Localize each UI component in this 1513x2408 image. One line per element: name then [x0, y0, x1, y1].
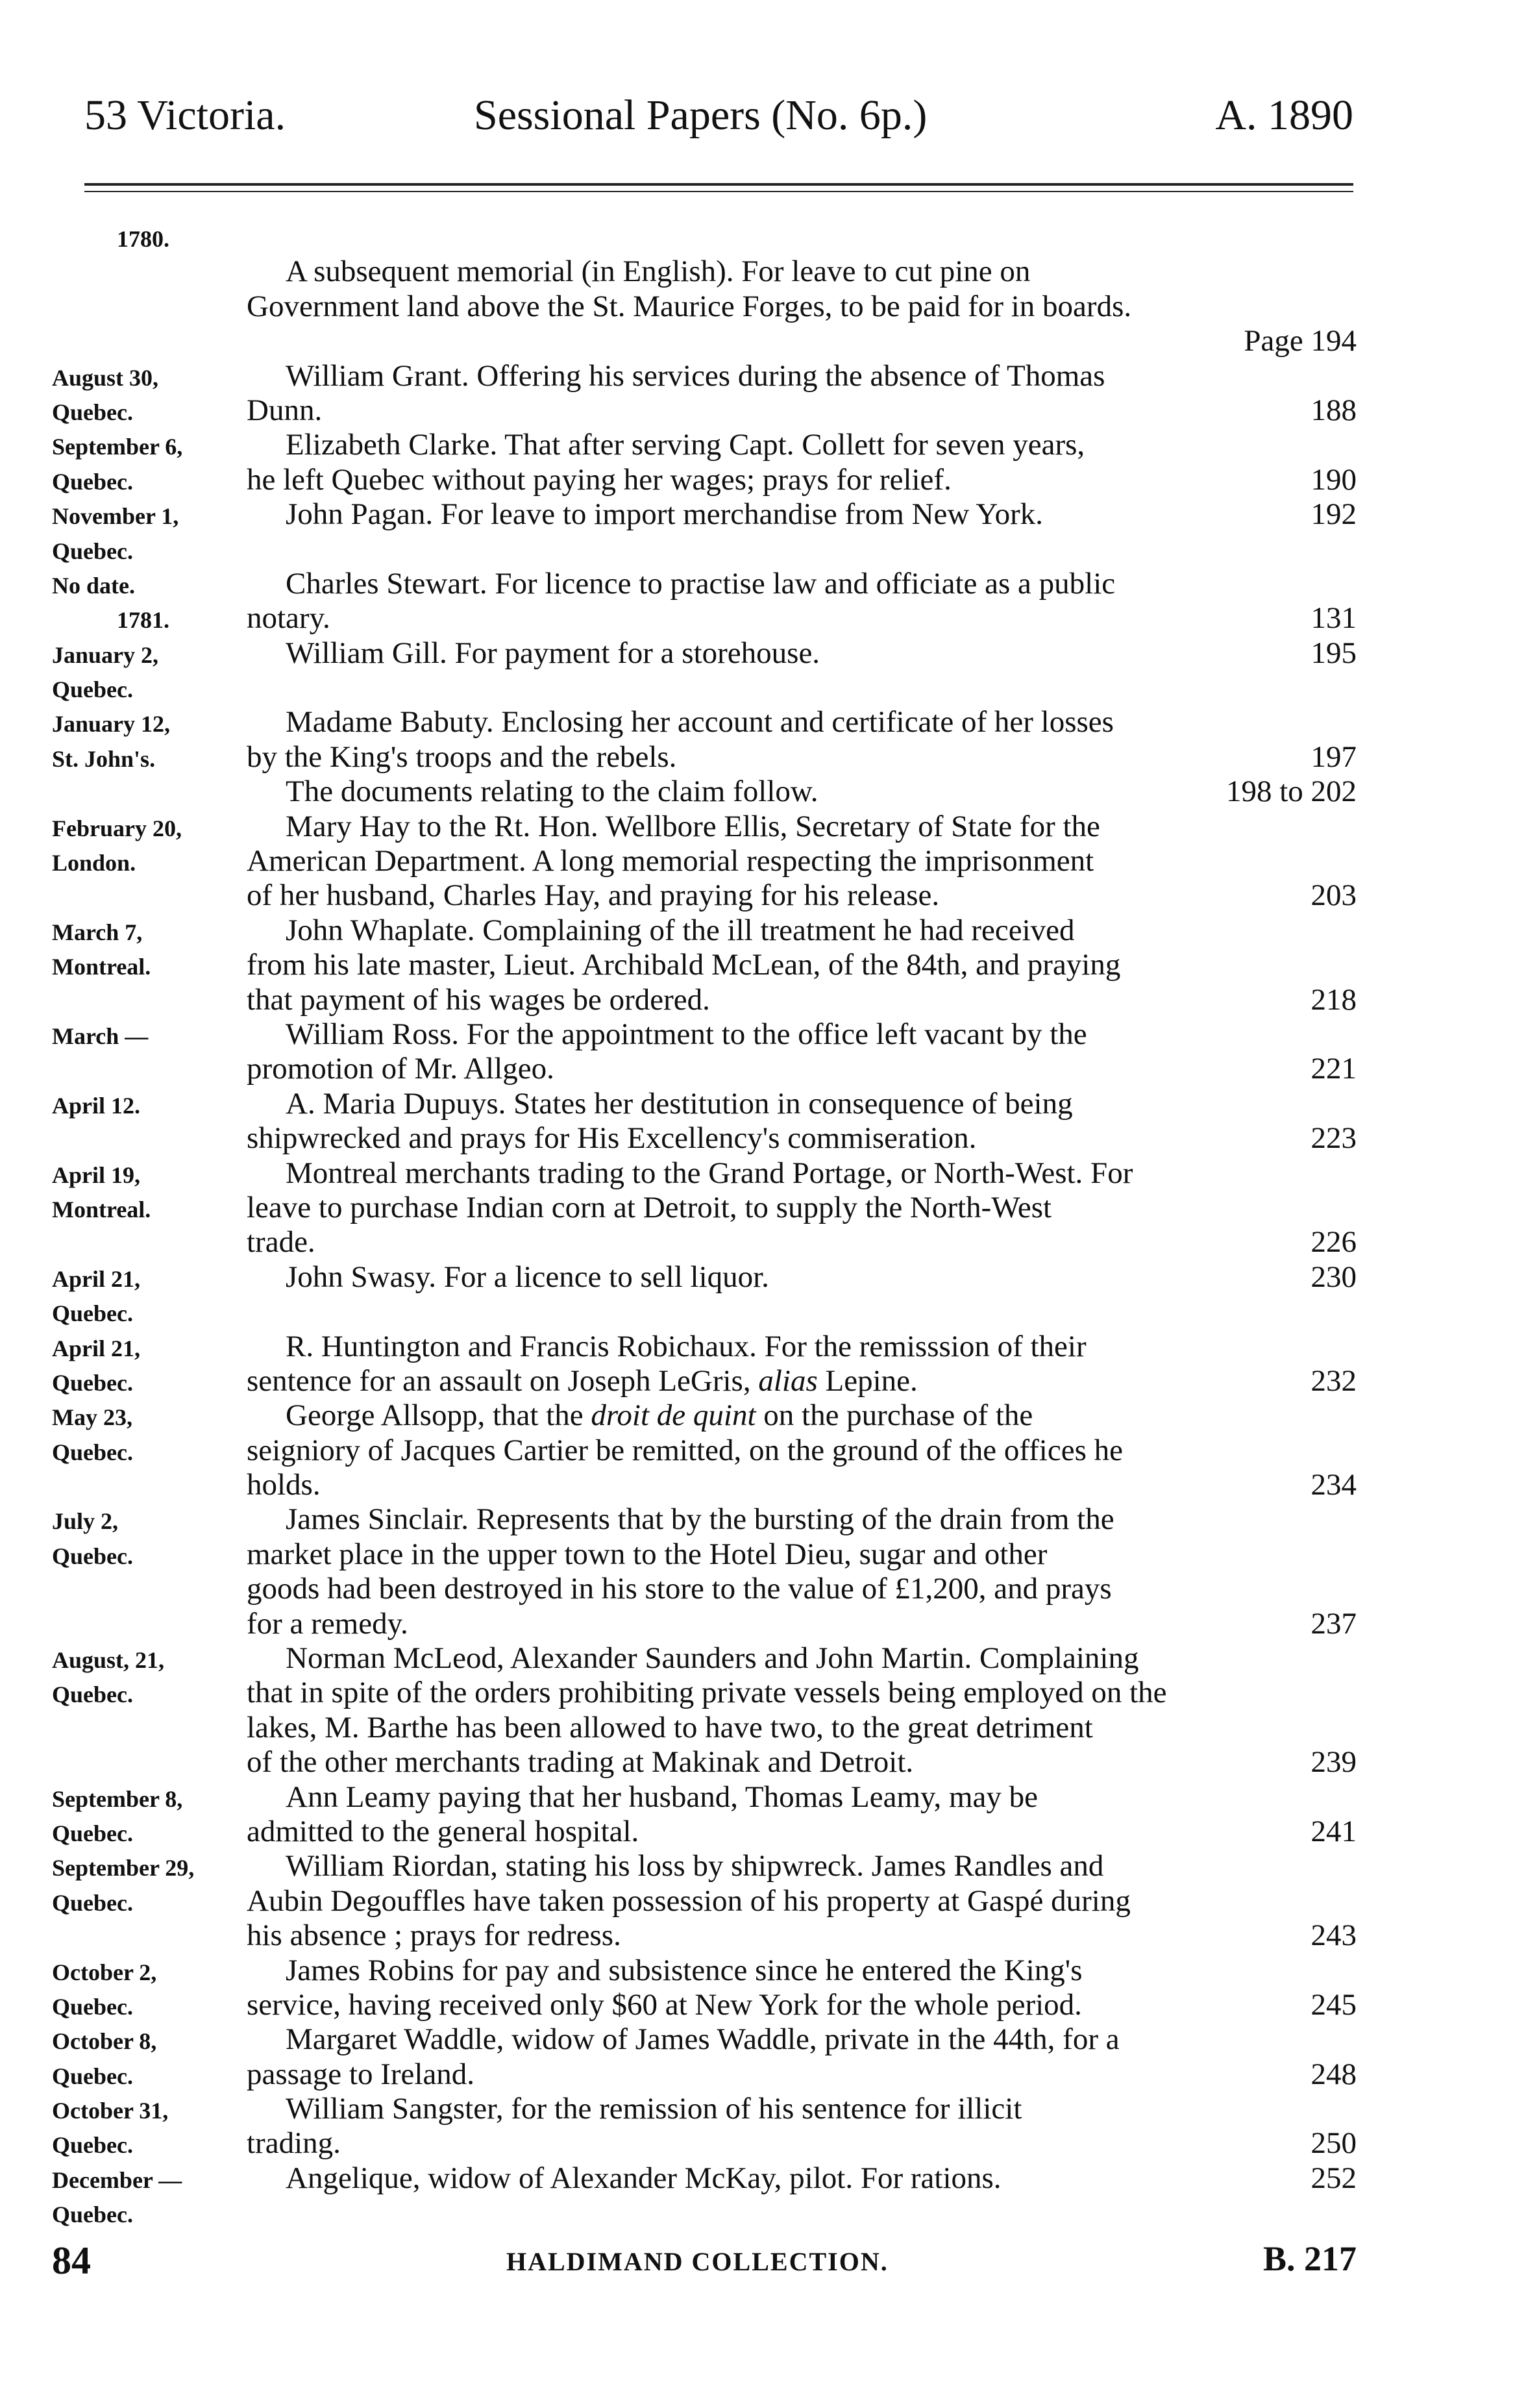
entry-date: Quebec. [52, 1820, 133, 1846]
entry-date: November 1, [52, 503, 179, 530]
entry-line [52, 1571, 1357, 1606]
entry-line [52, 1190, 1357, 1224]
entry-text-content: George Allsopp, that the droit de quint on the purchase of the [286, 1398, 1033, 1433]
entry-text-content: Angelique, widow of Alexander McKay, pilot. For rations. [286, 2161, 1002, 2195]
entry-date: Quebec. [52, 399, 133, 425]
entry-page-number: 203 [1310, 878, 1357, 913]
entry-text-content: he left Quebec without paying her wages; prays for relief. [247, 462, 952, 497]
entry-text [247, 1780, 1357, 1815]
entry-text [247, 739, 1357, 775]
entry-line [52, 1883, 1357, 1918]
entry-text-content: Madame Babuty. Enclosing her account and certificate of her losses [286, 705, 1114, 739]
entry-line [52, 1953, 1357, 1987]
entry-text-content: John Swasy. For a licence to sell liquor. [286, 1260, 769, 1294]
entry-line [52, 497, 1357, 531]
entry-date: August 30, [52, 364, 159, 391]
entry-line [52, 774, 1357, 808]
entry-text [247, 2126, 1357, 2161]
entry-line [52, 2057, 1357, 2091]
entry-date: Quebec. [52, 1543, 133, 1569]
entry-line [52, 393, 1357, 427]
entry-line [52, 1260, 1357, 1294]
entry-text-content: Ann Leamy paying that her husband, Thomas Leamy, may be [286, 1780, 1039, 1814]
entry-date: Quebec. [52, 1300, 133, 1327]
entry-date: April 21, [52, 1335, 141, 1361]
entry-text [247, 254, 1357, 289]
entry-text-content: notary. [247, 601, 330, 636]
entry-text [247, 1710, 1357, 1745]
entry-date: January 12, [52, 711, 171, 738]
entry-date: January 2, [52, 641, 159, 668]
page-footer [52, 2239, 1357, 2290]
entry-text [247, 393, 1357, 428]
entry-line [52, 566, 1357, 601]
entry-text-content: admitted to the general hospital. [247, 1814, 639, 1848]
entry-text [247, 1953, 1357, 1988]
entry-page-number: 245 [1310, 1987, 1357, 2022]
entry-text [247, 1606, 1357, 1641]
entry-text-content: Margaret Waddle, widow of James Waddle, private in the 44th, for a [286, 2022, 1120, 2057]
entry-line [52, 2195, 1357, 2229]
entry-date: March 7, [52, 919, 143, 945]
entry-line [52, 636, 1357, 670]
entry-line [52, 219, 1357, 254]
entry-page-number: 239 [1310, 1745, 1357, 1780]
entry-line [52, 1051, 1357, 1086]
entry-text [247, 1156, 1357, 1191]
entry-date: London. [52, 850, 136, 876]
entry-text [247, 1433, 1357, 1468]
entry-text [247, 1502, 1357, 1537]
entry-line [52, 1606, 1357, 1641]
entry-text [247, 982, 1357, 1017]
entry-date: February 20, [52, 815, 182, 841]
entry-page-number: Page 194 [1244, 324, 1357, 358]
entry-line [52, 809, 1357, 843]
entry-date: Montreal. [52, 954, 151, 980]
entry-date: October 31, [52, 2098, 169, 2124]
entry-line [52, 1224, 1357, 1259]
entry-line [52, 1398, 1357, 1432]
entry-text [247, 704, 1357, 739]
header-rule [84, 183, 1353, 186]
entry-text-content: William Gill. For payment for a storehouse. [286, 636, 820, 670]
entry-text-content: service, having received only $60 at New York for the whole period. [247, 1987, 1082, 2022]
footer-page-number: 84 [52, 2239, 91, 2282]
entry-line [52, 982, 1357, 1017]
entry-line [52, 1433, 1357, 1467]
entry-page-number: 226 [1310, 1225, 1357, 1260]
entry-line [52, 1017, 1357, 1051]
entry-line [52, 1121, 1357, 1155]
entry-text-content: sentence for an assault on Joseph LeGris, alias Lepine. [247, 1363, 918, 1398]
entry-line [52, 1710, 1357, 1744]
entry-text [247, 636, 1357, 671]
entry-text [247, 2057, 1357, 2092]
entry-text [247, 670, 1357, 705]
entry-page-number: 188 [1310, 393, 1357, 427]
entry-page-number: 218 [1310, 982, 1357, 1017]
entry-line [52, 704, 1357, 739]
entry-page-number: 234 [1310, 1468, 1357, 1502]
entry-text-content: Aubin Degouffles have taken possession of his property at Gaspé during [247, 1883, 1131, 1918]
entry-text [247, 1398, 1357, 1433]
entry-date: Quebec. [52, 1889, 133, 1916]
entry-text-content: William Sangster, for the remission of his sentence for illicit [286, 2092, 1022, 2126]
entry-line [52, 843, 1357, 878]
entry-text-content: William Grant. Offering his services during the absence of Thomas [286, 358, 1105, 393]
entry-text-content: Dunn. [247, 393, 323, 427]
entry-text-content: seigniory of Jacques Cartier be remitted, on the ground of the offices he [247, 1433, 1123, 1467]
entry-text [247, 2022, 1357, 2057]
entry-date: Quebec. [52, 1682, 133, 1708]
entry-text [247, 1017, 1357, 1052]
entry-text-content: market place in the upper town to the Hotel Dieu, sugar and other [247, 1537, 1048, 1571]
entry-text [247, 1086, 1357, 1121]
entry-text-content: by the King's troops and the rebels. [247, 739, 677, 774]
entry-line [52, 1987, 1357, 2022]
entry-text [247, 1883, 1357, 1918]
entry-text-content: trading. [247, 2126, 341, 2161]
entry-line [52, 2022, 1357, 2056]
entry-text-content: William Ross. For the appointment to the office left vacant by the [286, 1017, 1087, 1051]
entry-text-content: passage to Ireland. [247, 2057, 475, 2091]
entry-text-content: Elizabeth Clarke. That after serving Capt. Collett for seven years, [286, 428, 1085, 462]
entry-text [247, 1363, 1357, 1398]
entry-line [52, 1537, 1357, 1571]
entry-text-content: James Sinclair. Represents that by the bursting of the drain from the [286, 1502, 1114, 1537]
entry-page-number: 248 [1310, 2057, 1357, 2091]
entry-text [247, 2161, 1357, 2196]
entry-text-content: Norman McLeod, Alexander Saunders and John Martin. Complaining [286, 1641, 1139, 1676]
entry-text [247, 1641, 1357, 1676]
entry-text [247, 809, 1357, 844]
entry-text [247, 1537, 1357, 1572]
entry-line [52, 254, 1357, 288]
entry-text-content: from his late master, Lieut. Archibald McLean, of the 84th, and praying [247, 948, 1121, 982]
entry-text [247, 219, 1357, 254]
entry-text-content: James Robins for pay and subsistence since he entered the King's [286, 1953, 1083, 1987]
entry-text-content: John Pagan. For leave to import merchandise from New York. [286, 497, 1043, 532]
entry-line [52, 1918, 1357, 1952]
entry-text [247, 532, 1357, 567]
entry-page-number: 250 [1310, 2126, 1357, 2161]
entry-line [52, 670, 1357, 704]
entry-text-content: John Whaplate. Complaining of the ill treatment he had received [286, 913, 1075, 947]
entry-text-content: Charles Stewart. For licence to practise law and officiate as a public [286, 566, 1116, 601]
entry-date: St. John's. [52, 745, 156, 772]
entry-text-content: of the other merchants trading at Makinak and Detroit. [247, 1745, 914, 1780]
entry-date: Quebec. [52, 2202, 133, 2228]
entry-date: Montreal. [52, 1196, 151, 1223]
entry-text [247, 1675, 1357, 1710]
entry-date: September 8, [52, 1785, 183, 1812]
entry-date: Quebec. [52, 676, 133, 703]
entry-text [247, 1051, 1357, 1086]
entry-text-content: trade. [247, 1225, 315, 1260]
entry-text [247, 462, 1357, 497]
entry-page-number: 232 [1310, 1363, 1357, 1398]
entry-date: March — [52, 1023, 149, 1049]
entry-line [52, 739, 1357, 774]
entry-text [247, 1814, 1357, 1849]
entry-page-number: 243 [1310, 1918, 1357, 1953]
entry-line [52, 1744, 1357, 1779]
entry-date: October 8, [52, 2028, 157, 2055]
entry-line [52, 323, 1357, 358]
entry-date: Quebec. [52, 538, 133, 564]
entry-line [52, 947, 1357, 982]
entry-date: October 2, [52, 1959, 157, 1985]
entry-line [52, 1363, 1357, 1398]
entry-line [52, 1641, 1357, 1675]
entry-page-number: 241 [1310, 1814, 1357, 1848]
entry-line [52, 358, 1357, 393]
entry-text [247, 1329, 1357, 1364]
entry-line [52, 601, 1357, 635]
entry-line [52, 1294, 1357, 1328]
entry-text [247, 1467, 1357, 1502]
entry-text [247, 601, 1357, 636]
entry-page-number: 131 [1310, 601, 1357, 636]
entry-text [247, 774, 1357, 809]
header-rule-thin [84, 191, 1353, 192]
entry-date: September 29, [52, 1855, 195, 1881]
entry-line [52, 2126, 1357, 2160]
entry-date: Quebec. [52, 1369, 133, 1396]
entry-date: July 2, [52, 1508, 119, 1535]
entry-text-content: Mary Hay to the Rt. Hon. Wellbore Ellis, Secretary of State for the [286, 809, 1100, 843]
entry-text [247, 947, 1357, 982]
entry-page-number: 237 [1310, 1606, 1357, 1641]
entry-date: Quebec. [52, 468, 133, 495]
entry-text [247, 2091, 1357, 2126]
entry-line [52, 427, 1357, 462]
entry-date: August, 21, [52, 1647, 165, 1674]
entry-page-number: 195 [1310, 636, 1357, 670]
entry-text [247, 1260, 1357, 1295]
entry-line [52, 878, 1357, 912]
entry-page-number: 192 [1310, 497, 1357, 532]
entry-text-content: leave to purchase Indian corn at Detroit, to supply the North-West [247, 1190, 1052, 1224]
entry-line [52, 289, 1357, 323]
entry-line [52, 1814, 1357, 1848]
header-year: A. 1890 [1215, 92, 1353, 139]
entry-text-content: that in spite of the orders prohibiting private vessels being employed on the [247, 1676, 1167, 1710]
entry-text-content: his absence ; prays for redress. [247, 1918, 621, 1953]
entry-line [52, 2161, 1357, 2195]
entry-line [52, 1156, 1357, 1190]
calendar-entries [52, 219, 1357, 2228]
entry-text-content: William Riordan, stating his loss by shipwreck. James Randles and [286, 1849, 1104, 1883]
entry-page-number: 223 [1310, 1121, 1357, 1156]
running-head [84, 91, 1353, 143]
entry-page-number: 252 [1310, 2161, 1357, 2195]
entry-page-number: 221 [1310, 1052, 1357, 1086]
entry-date: May 23, [52, 1404, 132, 1431]
entry-date: April 21, [52, 1265, 141, 1292]
entry-text [247, 843, 1357, 878]
footer-reference: B. 217 [1262, 2239, 1357, 2278]
entry-line [52, 1086, 1357, 1121]
entry-text [247, 1121, 1357, 1156]
entry-line [52, 1780, 1357, 1814]
entry-text [247, 1848, 1357, 1883]
entry-date: No date. [52, 572, 135, 599]
entry-text [247, 497, 1357, 532]
entry-text-content: Government land above the St. Maurice Forges, to be paid for in boards. [247, 289, 1132, 323]
entry-line [52, 1848, 1357, 1883]
entry-text-content: Montreal merchants trading to the Grand Portage, or North-West. For [286, 1156, 1133, 1190]
header-volume: 53 Victoria. [84, 92, 286, 139]
entry-text [247, 1294, 1357, 1329]
entry-text-content: of her husband, Charles Hay, and praying for his release. [247, 878, 940, 913]
entry-page-number: 230 [1310, 1260, 1357, 1294]
entry-page-number: 190 [1310, 462, 1357, 497]
entry-text-content: R. Huntington and Francis Robichaux. For the remisssion of their [286, 1329, 1087, 1363]
entry-text-content: lakes, M. Barthe has been allowed to have two, to the great detriment [247, 1710, 1093, 1744]
entry-text [247, 1190, 1357, 1225]
entry-text-content: goods had been destroyed in his store to the value of £1,200, and prays [247, 1572, 1112, 1606]
entry-line [52, 1467, 1357, 1502]
entry-text [247, 427, 1357, 462]
entry-line [52, 1675, 1357, 1709]
entry-text [247, 566, 1357, 601]
entry-line [52, 462, 1357, 497]
entry-line [52, 532, 1357, 566]
footer-collection: HALDIMAND COLLECTION. [506, 2247, 889, 2276]
entry-text [247, 1987, 1357, 2022]
entry-text [247, 289, 1357, 324]
entry-date: April 19, [52, 1161, 141, 1188]
entry-text-content: promotion of Mr. Allgeo. [247, 1052, 554, 1086]
entry-text-content: that payment of his wages be ordered. [247, 982, 710, 1017]
entry-text-content: American Department. A long memorial respecting the imprisonment [247, 844, 1094, 878]
entry-page-number: 198 to 202 [1225, 775, 1357, 809]
entry-date: 1780. [117, 226, 169, 252]
entry-text-content: shipwrecked and prays for His Excellency's commiseration. [247, 1121, 977, 1156]
entry-date: Quebec. [52, 2063, 133, 2089]
entry-date: Quebec. [52, 1993, 133, 2020]
entry-text [247, 358, 1357, 393]
entry-text [247, 1744, 1357, 1780]
entry-text [247, 878, 1357, 913]
entry-text [247, 913, 1357, 948]
entry-text-content: for a remedy. [247, 1606, 408, 1641]
entry-text [247, 2195, 1357, 2230]
entry-line [52, 1502, 1357, 1536]
entry-date: April 12. [52, 1092, 141, 1119]
entry-page-number: 197 [1310, 739, 1357, 774]
entry-date: September 6, [52, 434, 183, 460]
header-title: Sessional Papers (No. 6p.) [474, 92, 928, 139]
entry-date: December — [52, 2166, 182, 2193]
entry-text-content: A. Maria Dupuys. States her destitution in consequence of being [286, 1086, 1073, 1121]
entry-date: 1781. [117, 607, 169, 634]
entry-line [52, 913, 1357, 947]
entry-text-content: holds. [247, 1468, 321, 1502]
entry-line [52, 1329, 1357, 1363]
entry-line [52, 2091, 1357, 2126]
entry-text [247, 1918, 1357, 1953]
entry-text [247, 1224, 1357, 1260]
entry-text [247, 323, 1357, 358]
entry-date: Quebec. [52, 2132, 133, 2159]
entry-date: Quebec. [52, 1439, 133, 1465]
entry-text-content: A subsequent memorial (in English). For leave to cut pine on [286, 254, 1031, 289]
entry-text [247, 1571, 1357, 1606]
entry-text-content: The documents relating to the claim follow. [286, 775, 818, 809]
